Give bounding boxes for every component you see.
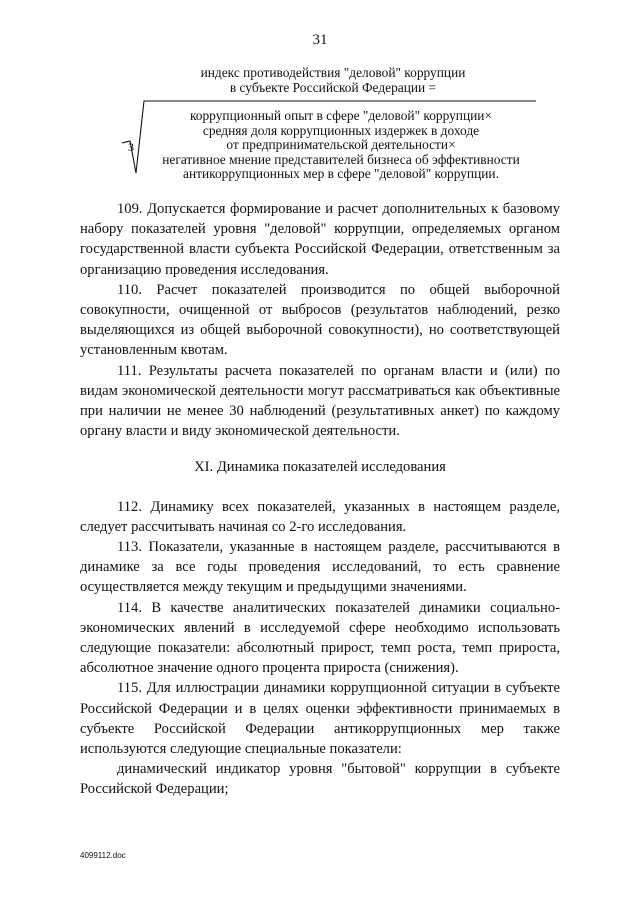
radicand-line: коррупционный опыт в сфере "деловой" коррупции× (189, 108, 493, 123)
paragraph-113: 113. Показатели, указанные в настоящем разделе, рассчитываются в динамике за все годы проведения исследований, то есть сравнение осуществляется между текущим и предыдущими значениями. (80, 539, 560, 596)
file-name-footer: 4099112.doc (80, 851, 126, 860)
section-heading: XI. Динамика показателей исследования (194, 459, 446, 476)
paragraph-114: 114. В качестве аналитических показателей динамики социально-экономических явлений в исследуемой сфере необходимо использовать следующие показатели: абсолютный прирост, темп роста, темп прироста, абсолютное значение одного процента прироста (снижения). (80, 599, 560, 677)
formula-lhs (118, 66, 538, 95)
paragraph-111: 111. Результаты расчета показателей по органам власти и (или) по видам экономической деятельности могут рассматриваться как объективные при наличии не менее 30 наблюдений (результативных анкет) по каждому органу власти и виду экономической деятельности. (80, 362, 560, 440)
root-index: 3 (128, 140, 134, 154)
corruption-index-formula (118, 65, 538, 181)
paragraph-112: 112. Динамику всех показателей, указанных в настоящем разделе, следует рассчитывать начиная со 2-го исследования. (80, 498, 560, 535)
formula-lhs-line-1: индекс противодействия "деловой" коррупции (200, 65, 466, 80)
formula-lhs-line-2: в субъекте Российской Федерации = (229, 79, 437, 95)
document-body (80, 199, 560, 800)
radicand (144, 109, 538, 182)
paragraph-109: 109. Допускается формирование и расчет дополнительных к базовому набору показателей уровня "деловой" коррупции, определяемых органом государственной власти субъекта Российской Федерации, ответственным за организацию проведения исследования. (80, 201, 560, 278)
radicand-line: негативное мнение представителей бизнеса об эффективности (162, 151, 520, 167)
radicand-line: антикоррупционных мер в сфере "деловой" коррупции. (183, 166, 499, 181)
page-number: 31 (312, 32, 328, 48)
cube-root (118, 97, 538, 181)
paragraph-115: 115. Для иллюстрации динамики коррупционной ситуации в субъекте Российской Федерации и в целях оценки эффективности принимаемых в субъекте Российской Федерации антикоррупционных мер также используются следующие специальные показатели: (80, 680, 560, 758)
paragraph-110: 110. Расчет показателей производится по общей выборочной совокупности, очищенной от выбросов (результатов наблюдений, резко выделяющихся из общей выборочной совокупности), но соответствующей установленным квотам. (80, 281, 560, 359)
radicand-line: средняя доля коррупционных издержек в доходе (202, 122, 480, 138)
radicand-line: от предпринимательской деятельности× (226, 137, 456, 152)
paragraph-115-item: динамический индикатор уровня "бытовой" коррупции в субъекте Российской Федерации; (80, 761, 560, 798)
